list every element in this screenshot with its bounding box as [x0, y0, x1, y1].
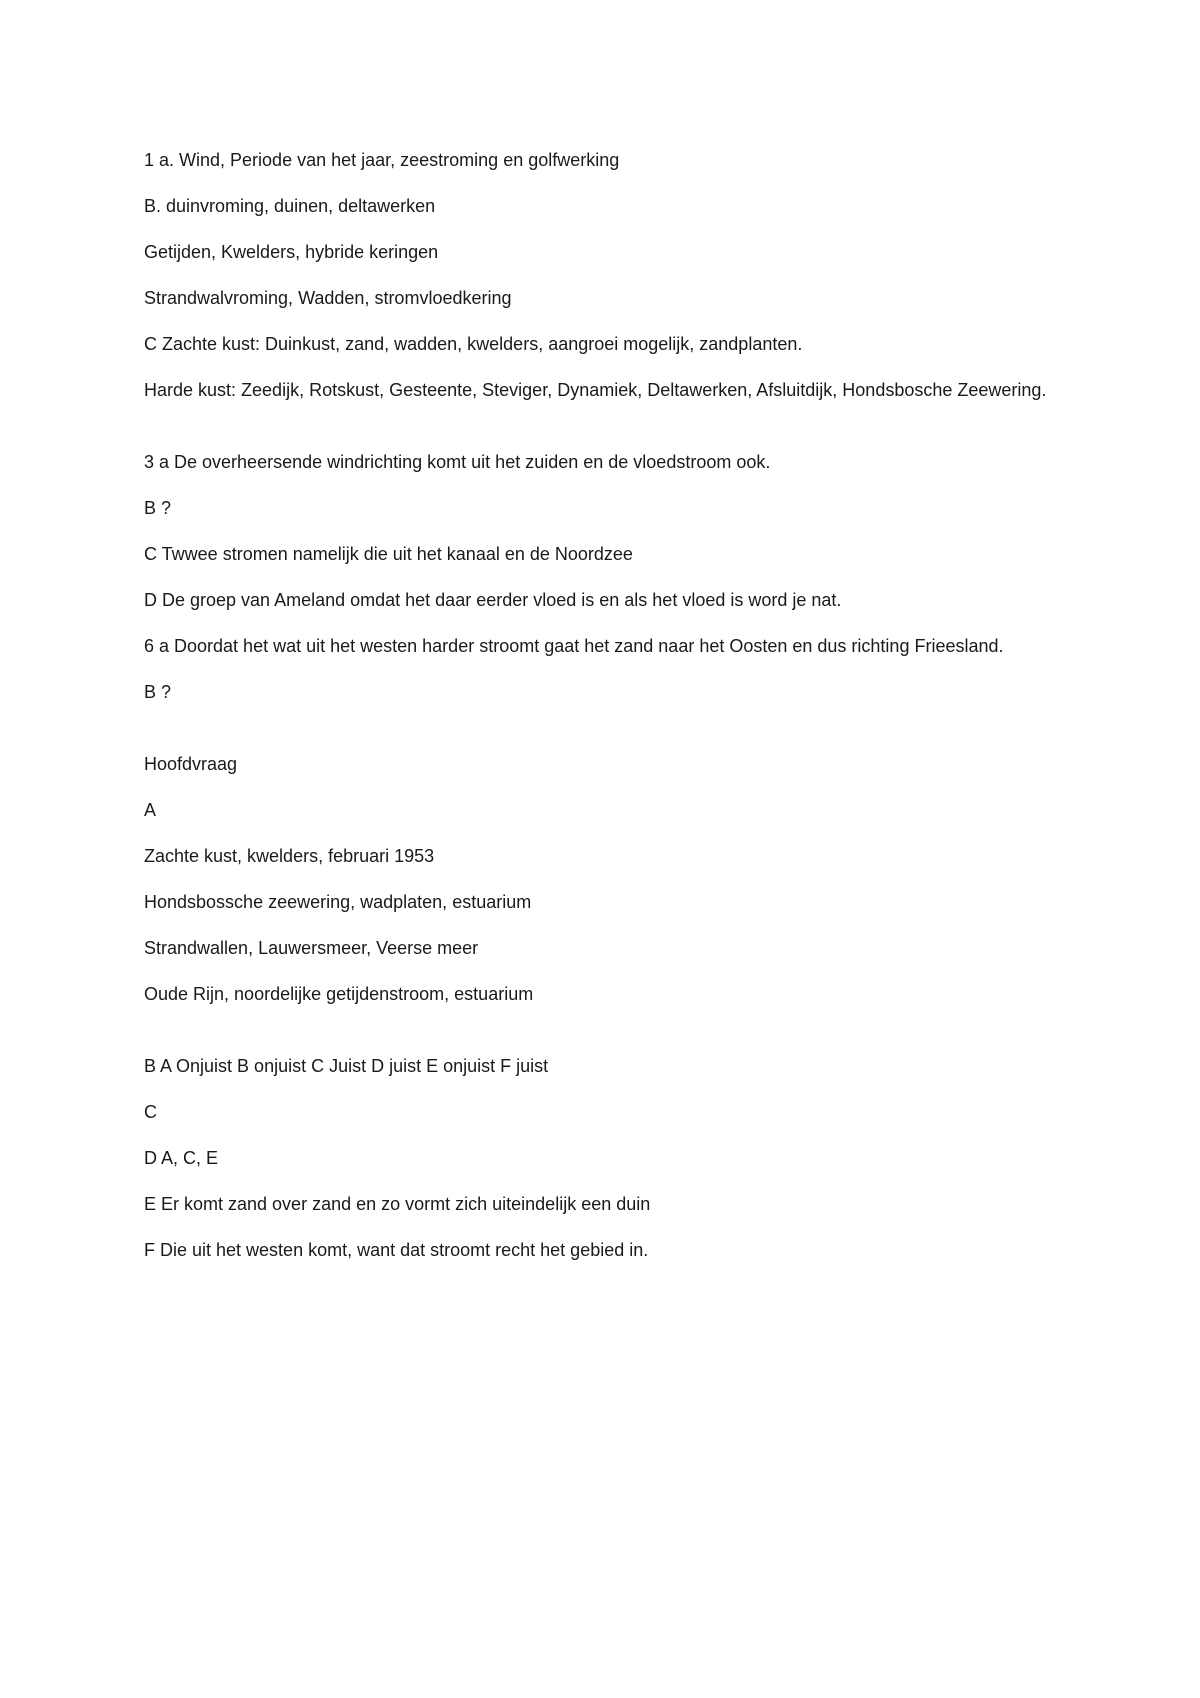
paragraph-zachte-kust-list: Zachte kust, kwelders, februari 1953	[144, 846, 435, 866]
paragraph-hoofdvraag-b: B A Onjuist B onjuist C Juist D juist E onjuist F juist	[144, 1056, 549, 1076]
paragraph-hoofdvraag-e: E Er komt zand over zand en zo vormt zich uiteindelijk een duin	[144, 1194, 651, 1214]
paragraph-hoofdvraag-f: F Die uit het westen komt, want dat stroomt recht het gebied in.	[144, 1240, 649, 1260]
paragraph-strandwal: Strandwalvroming, Wadden, stromvloedkering	[144, 288, 512, 308]
paragraph-hoofdvraag-d: D A, C, E	[144, 1148, 219, 1168]
paragraph-3d: D De groep van Ameland omdat het daar eerder vloed is en als het vloed is word je nat.	[144, 590, 842, 610]
paragraph-3a: 3 a De overheersende windrichting komt uit het zuiden en de vloedstroom ook.	[144, 452, 771, 472]
paragraph-6a: 6 a Doordat het wat uit het westen harder stroomt gaat het zand naar het Oosten en dus richting Frieesland.	[144, 636, 1004, 656]
paragraph-oude-rijn-list: Oude Rijn, noordelijke getijdenstroom, estuarium	[144, 984, 534, 1004]
paragraph-hoofdvraag-c: C	[144, 1102, 157, 1122]
heading-hoofdvraag: Hoofdvraag	[144, 754, 238, 774]
paragraph-3c: C Twwee stromen namelijk die uit het kanaal en de Noordzee	[144, 544, 633, 564]
paragraph-hoofdvraag-a: A	[144, 800, 157, 820]
document-body	[144, 146, 1059, 1282]
paragraph-6b: B ?	[144, 682, 172, 702]
paragraph-1c-zachte-kust: C Zachte kust: Duinkust, zand, wadden, kwelders, aangroei mogelijk, zandplanten.	[144, 334, 803, 354]
paragraph-harde-kust: Harde kust: Zeedijk, Rotskust, Gesteente, Steviger, Dynamiek, Deltawerken, Afsluitdijk, Hondsbosche Zeewering.	[144, 380, 1047, 400]
paragraph-hondsbossche-list: Hondsbossche zeewering, wadplaten, estuarium	[144, 892, 532, 912]
paragraph-1b: B. duinvroming, duinen, deltawerken	[144, 196, 436, 216]
paragraph-getijden: Getijden, Kwelders, hybride keringen	[144, 242, 439, 262]
paragraph-3b: B ?	[144, 498, 172, 518]
paragraph-strandwallen-list: Strandwallen, Lauwersmeer, Veerse meer	[144, 938, 479, 958]
paragraph-1a: 1 a. Wind, Periode van het jaar, zeestroming en golfwerking	[144, 150, 620, 170]
